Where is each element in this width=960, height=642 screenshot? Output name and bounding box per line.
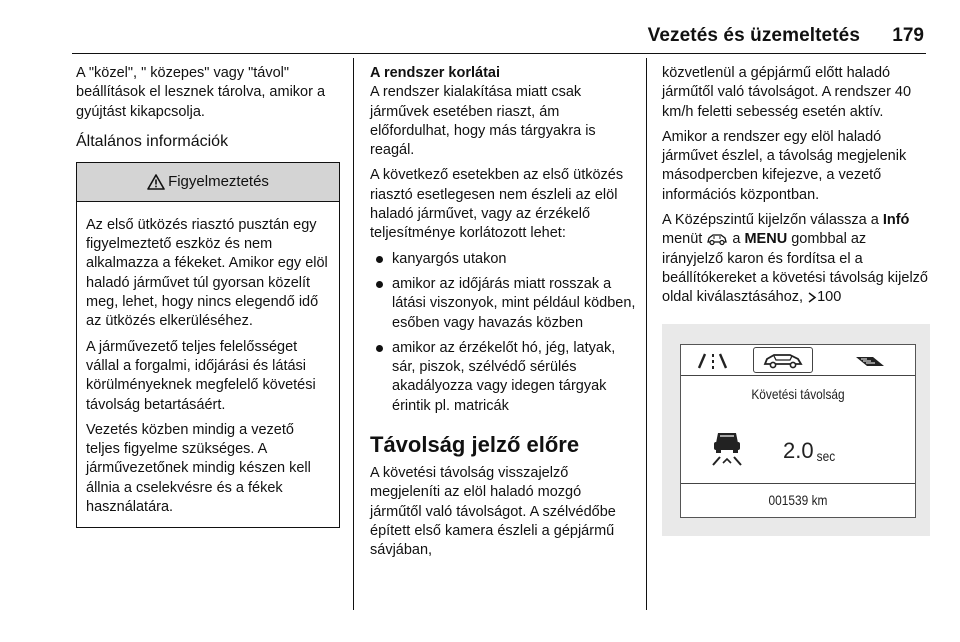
warning-title: Figyelmeztetés <box>168 173 269 191</box>
paragraph: A rendszer kialakítása miatt csak járművek esetében riaszt, ám előfordulhat, hogy más tárgyakra is reagál. <box>370 84 596 159</box>
car-icon <box>762 351 804 369</box>
column-1 <box>76 64 342 528</box>
page-reference: 100 <box>817 289 842 306</box>
display-illustration <box>662 324 930 536</box>
distance-unit: sec <box>816 447 836 464</box>
distance-value: 2.0 <box>783 437 814 463</box>
display-divider <box>681 483 915 484</box>
cluster-display <box>680 344 916 518</box>
section-heading-distance: Távolság jelző előre <box>370 432 580 458</box>
page-number: 179 <box>892 25 924 46</box>
warning-triangle-icon <box>147 174 165 190</box>
list-item: kanyargós utakon <box>370 250 636 269</box>
warning-paragraph: Az első ütközés riasztó pusztán egy figyelmeztető eszköz és nem alkalmazza a fékeket. Amikor egy elöl haladó járművet túl gyorsan közelít meg, lehet, hogy nincs elegendő idő az ütközés elkerüléséhez. <box>86 216 328 330</box>
limits-list <box>370 250 636 416</box>
column-3 <box>662 64 930 536</box>
car-icon <box>706 232 728 246</box>
chapter-title: Vezetés és üzemeltetés <box>647 25 860 46</box>
text-run: A Középszintű kijelzőn válassza a <box>662 212 883 229</box>
paragraph: A követési távolság visszajelző megjeleníti az elöl haladó mozgó járműtől való távolságot. A szélvédőbe épített első kamera észleli a gépjármű sávjában, <box>370 465 616 559</box>
odometer: 001539 km <box>768 491 828 508</box>
page-header <box>0 0 960 58</box>
text-run: gombbal az irányjelző karon és fordítsa el a beállítókereket a követési távolság kijelző oldal kiválasztásához, <box>662 231 928 306</box>
display-divider <box>681 375 915 376</box>
reference-arrow-icon <box>807 291 817 304</box>
column-divider <box>646 58 647 610</box>
column-2 <box>370 64 636 567</box>
text-run: menüt <box>662 231 707 248</box>
list-item: amikor az időjárás miatt rosszak a látási viszonyok, mint például ködben, esőben vagy havazás közben <box>370 275 636 333</box>
warning-paragraph: Vezetés közben mindig a vezető teljes figyelme szükséges. A járművezetőnek mindig készen kell állnia a cselekvésre és a fékek használatára. <box>86 421 311 516</box>
column-divider <box>353 58 354 610</box>
paragraph: közvetlenül a gépjármű előtt haladó járműtől való távolságot. A rendszer 40 km/h feletti sebesség esetén aktív. <box>662 65 912 120</box>
limits-heading: A rendszer korlátai <box>370 65 501 81</box>
menu-button-label: MENU <box>744 231 788 248</box>
display-title: Követési távolság <box>751 385 845 402</box>
warning-header <box>77 163 339 202</box>
text-run: a <box>728 231 745 248</box>
warning-box <box>76 162 340 528</box>
paragraph: A következő esetekben az első ütközés riasztó esetlegesen nem észleli az elöl haladó járművet, vagy az érzékelő teljesítménye korlátozott lehet: <box>370 167 624 242</box>
road-sign-icon <box>853 351 887 371</box>
warning-body <box>77 202 339 527</box>
intro-paragraph: A "közel", " közepes" vagy "távol" beállítások el lesznek tárolva, amikor a gyújtást kikapcsolja. <box>76 65 326 120</box>
section-heading-general: Általános információk <box>76 132 229 150</box>
lane-icon <box>695 351 731 371</box>
info-menu-label: Infó <box>882 212 910 229</box>
following-distance-icon <box>707 429 747 469</box>
paragraph-instructions <box>662 211 930 307</box>
warning-paragraph: A járművezető teljes felelősséget vállal a forgalmi, időjárási és látási körülményeknek megfelelő követési távolság betartásáért. <box>86 338 316 413</box>
paragraph: Amikor a rendszer egy elöl haladó járművet észlel, a távolság megjelenik másodpercben kifejezve, a vezető információs központban. <box>662 128 907 203</box>
car-tab <box>753 347 813 373</box>
header-rule <box>72 53 926 54</box>
list-item: amikor az érzékelőt hó, jég, latyak, sár, piszok, szélvédő sérülés akadályozza vagy idegen tárgyak érintik pl. matricák <box>370 339 636 416</box>
